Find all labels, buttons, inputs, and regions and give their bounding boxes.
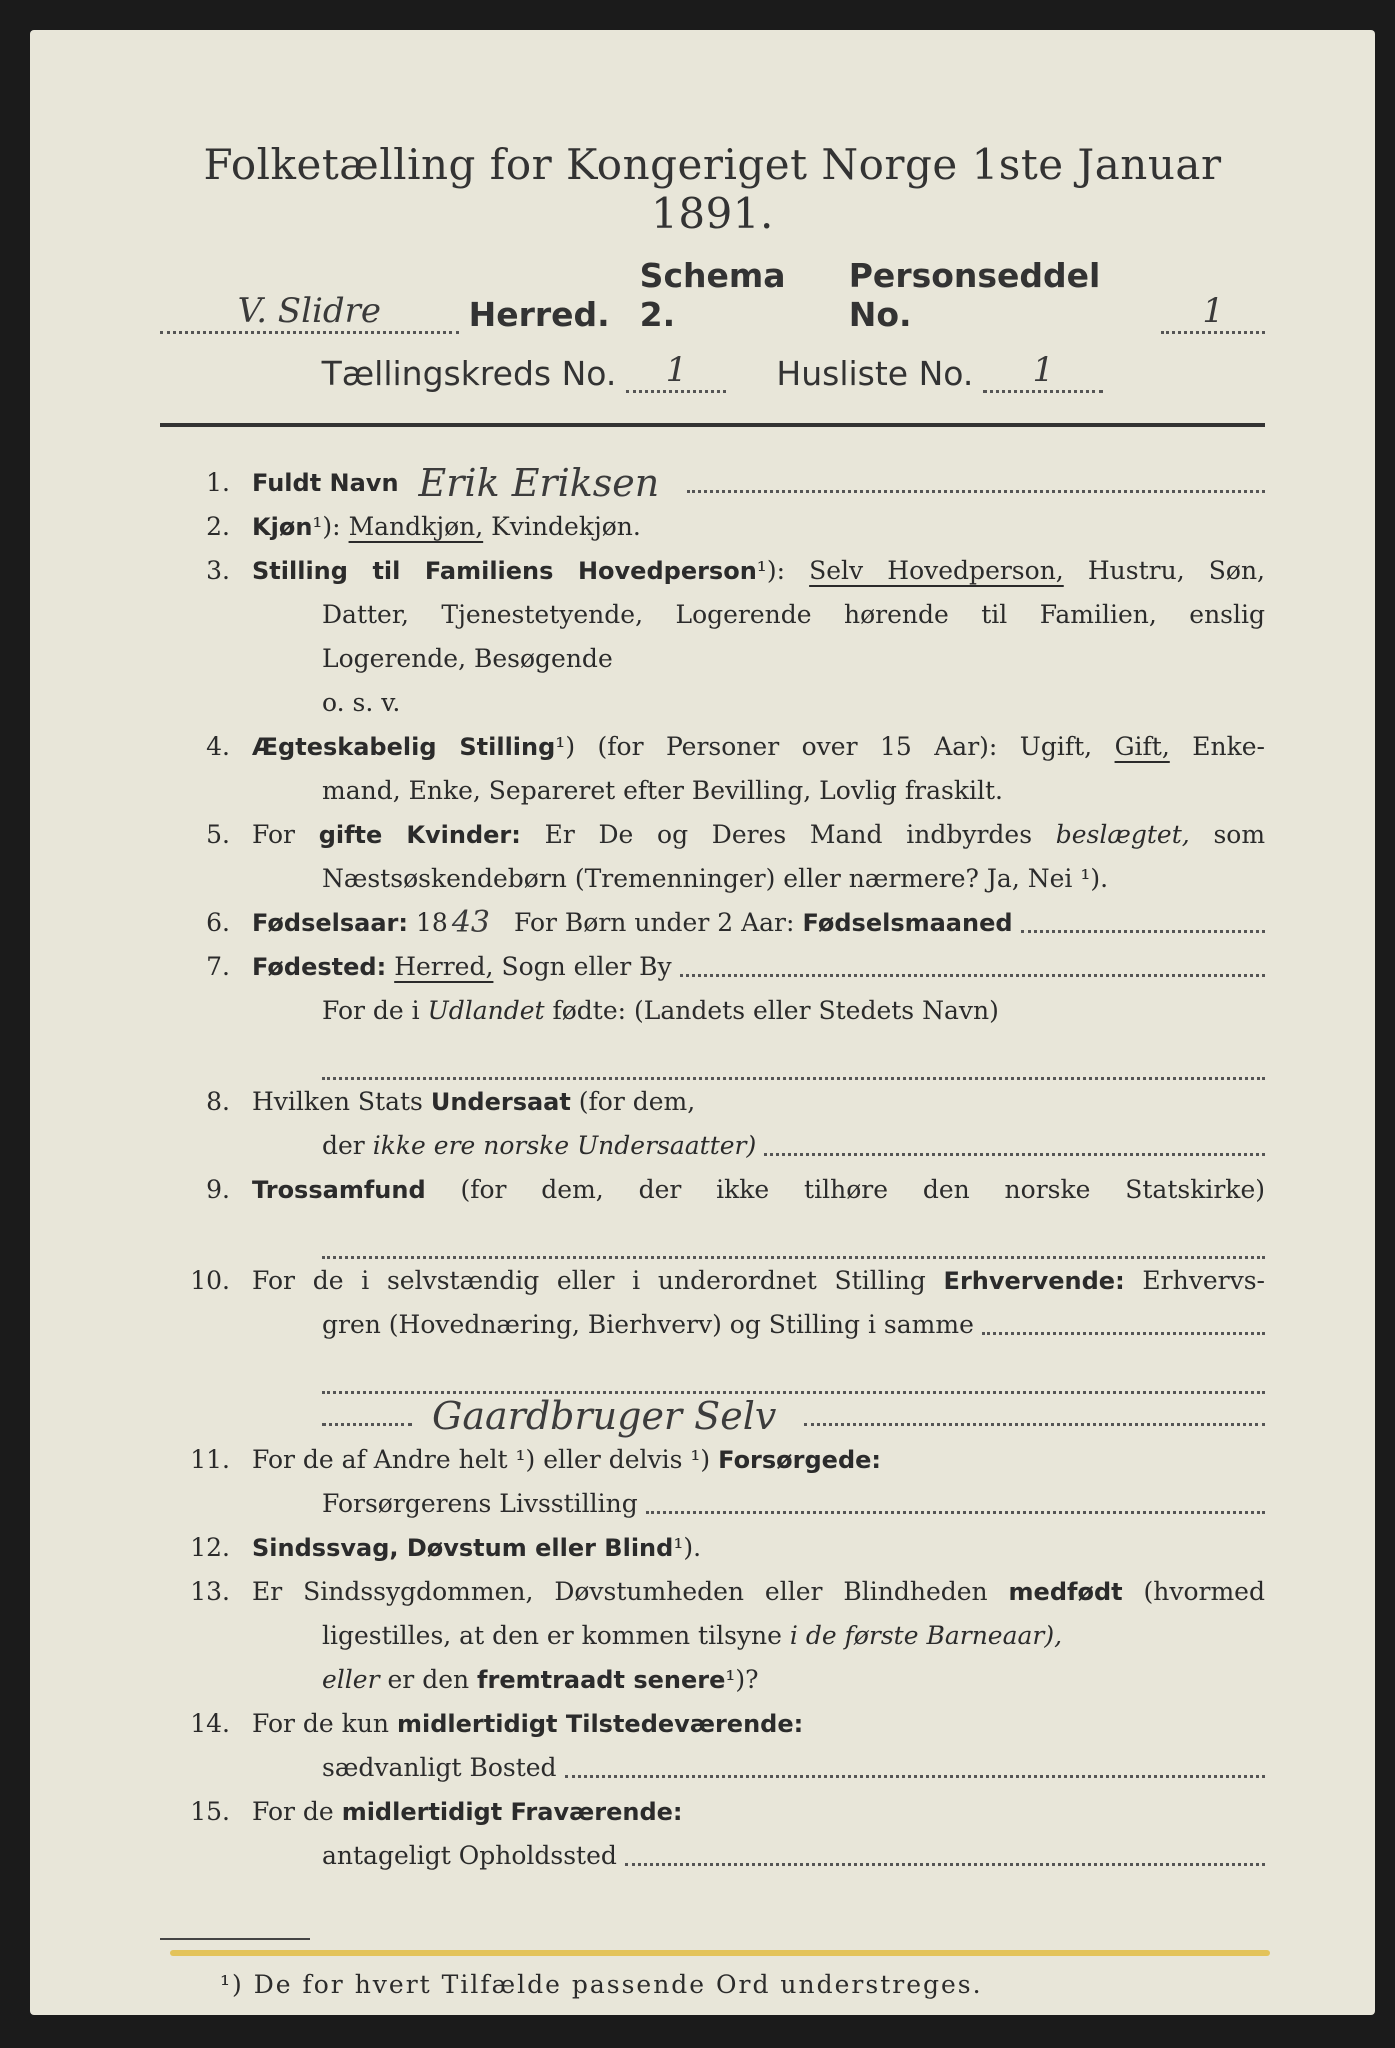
occupation-value: Gaardbruger Selv <box>432 1394 777 1438</box>
married-women-label: gifte Kvinder: <box>318 821 521 849</box>
occupation-pre: For de i selvstændig eller i underordnet Stilling <box>252 1266 926 1295</box>
fill-dots <box>764 1153 1265 1156</box>
congenital-italic: i de første Barneaar), <box>789 1621 1063 1650</box>
schema-label: Schema 2. <box>639 256 786 334</box>
occupation-text-2: gren (Hovednæring, Bierhverv) og Stilling i samme <box>322 1310 974 1339</box>
fill-dots <box>680 974 1265 977</box>
item-12 <box>160 1526 1265 1570</box>
marital-status-label: Ægteskabelig Stilling <box>252 733 556 761</box>
religion-fill <box>322 1212 1265 1259</box>
marital-status-text: ¹) (for Personer over 15 Aar): Ugift, <box>555 732 1093 761</box>
marital-status-options-2: mand, Enke, Separeret efter Bevilling, Lovlig fraskilt. <box>322 776 1003 805</box>
sex-label: Kjøn <box>252 513 313 541</box>
item-1 <box>160 461 1265 505</box>
occupation-label: Erhvervende: <box>943 1267 1125 1295</box>
husliste-value: 1 <box>983 350 1103 393</box>
full-name-value: Erik Eriksen <box>418 461 660 505</box>
temporary-present-pre: For de kun <box>252 1709 390 1738</box>
personseddel-label: Personseddel No. <box>848 256 1101 334</box>
congenital-italic-2: eller <box>322 1665 380 1694</box>
married-women-text: Er De og Deres Mand indbyrdes <box>544 820 1033 849</box>
sex-option-male: Mandkjøn, <box>348 512 484 541</box>
citizenship-label: Undersaat <box>430 1088 571 1116</box>
item-number: 14. <box>190 1709 230 1738</box>
item-number: 13. <box>190 1577 230 1606</box>
header-divider <box>160 423 1265 427</box>
probable-residence-text: antageligt Opholdssted <box>322 1841 617 1870</box>
birth-year-prefix: 18 <box>416 908 448 937</box>
dependent-label: Forsørgede: <box>718 1446 882 1474</box>
item-7 <box>160 945 1265 1080</box>
abroad-fill <box>322 1033 1265 1080</box>
item-number: 10. <box>190 1266 230 1295</box>
family-position-label: Stilling til Familiens Hovedperson <box>252 557 757 585</box>
full-name-label: Fuldt Navn <box>252 469 399 497</box>
item-15 <box>160 1790 1265 1878</box>
fill-dots <box>322 1423 412 1426</box>
birthplace-label: Fødested: <box>252 953 387 981</box>
religion-text: (for dem, der ikke tilhøre den norske Statskirke) <box>460 1175 1265 1204</box>
citizenship-text-2a: der <box>322 1131 365 1160</box>
item-9 <box>160 1168 1265 1259</box>
fill-dots <box>1021 930 1265 933</box>
birth-month-label: Fødselsmaaned <box>802 909 1013 937</box>
item-8 <box>160 1080 1265 1168</box>
family-position-options-2: Datter, Tjenestetyende, Logerende hørende til Familien, enslig <box>322 600 1265 629</box>
personseddel-value: 1 <box>1161 291 1265 334</box>
herred-value: V. Slidre <box>160 291 459 334</box>
item-4 <box>160 725 1265 813</box>
congenital-text-3a: er den <box>387 1665 470 1694</box>
item-3 <box>160 549 1265 725</box>
congenital-text: (hvormed <box>1143 1577 1265 1606</box>
item-14 <box>160 1702 1265 1790</box>
marital-status-selected: Gift, <box>1114 732 1170 761</box>
temporary-absent-label: midlertidigt Fraværende: <box>341 1798 683 1826</box>
family-position-options-3: Logerende, Besøgende <box>322 644 613 673</box>
item-11 <box>160 1438 1265 1526</box>
citizenship-text: (for dem, <box>578 1087 696 1116</box>
footnote-ref: ¹): <box>312 512 341 541</box>
fill-dots <box>625 1863 1265 1866</box>
item-6 <box>160 901 1265 945</box>
footnote-ref: ¹). <box>673 1533 702 1562</box>
married-women-text-2: Næstsøskendebørn (Tremenninger) eller nærmere? Ja, Nei ¹). <box>322 864 1109 893</box>
birthplace-options: Sogn eller By <box>501 952 672 981</box>
footnote-divider <box>160 1938 310 1940</box>
sex-option-female: Kvindekjøn. <box>491 512 641 541</box>
occupation-fill <box>322 1347 1265 1394</box>
fill-dots <box>687 490 1265 493</box>
header-line-1 <box>160 256 1265 334</box>
item-number: 11. <box>190 1445 230 1474</box>
congenital-text-2a: ligestilles, at den er kommen tilsyne <box>322 1621 782 1650</box>
congenital-pre: Er Sindssygdommen, Døvstumheden eller Blindheden <box>252 1577 988 1606</box>
married-women-end: som <box>1213 820 1266 849</box>
husliste-label: Husliste No. <box>776 354 974 393</box>
kreds-value: 1 <box>626 350 726 393</box>
form-title: Folketælling for Kongeriget Norge 1ste Januar 1891. <box>203 140 1222 238</box>
birth-year-value: 43 <box>451 905 490 940</box>
family-position-selected: Selv Hovedperson, <box>809 556 1064 585</box>
family-position-options: Hustru, Søn, <box>1087 556 1265 585</box>
item-number: 4. <box>206 732 230 761</box>
footnote-ref: ¹): <box>756 556 785 585</box>
item-5 <box>160 813 1265 901</box>
bottom-stripe <box>170 1950 1270 1956</box>
usual-residence-text: sædvanligt Bosted <box>322 1753 557 1782</box>
item-number: 9. <box>206 1175 230 1204</box>
provider-text: Forsørgerens Livsstilling <box>322 1489 638 1518</box>
birth-year-label: Fødselsaar: <box>252 909 408 937</box>
item-number: 15. <box>190 1797 230 1826</box>
fill-dots <box>646 1511 1265 1514</box>
married-women-pre: For <box>252 820 295 849</box>
citizenship-italic: ikke ere norske Undersaatter) <box>372 1131 757 1160</box>
birth-month-text: For Børn under 2 Aar: <box>514 908 795 937</box>
temporary-absent-pre: For de <box>252 1797 334 1826</box>
abroad-text-a: For de i <box>322 996 420 1025</box>
congenital-label: medfødt <box>1008 1578 1123 1606</box>
item-number: 12. <box>190 1533 230 1562</box>
abroad-italic: Udlandet <box>427 996 545 1025</box>
form-content <box>160 140 1265 1999</box>
item-number: 8. <box>206 1087 230 1116</box>
married-women-italic: beslægtet, <box>1055 820 1190 849</box>
item-number: 2. <box>206 512 230 541</box>
item-number: 1. <box>206 468 230 497</box>
item-number: 5. <box>206 820 230 849</box>
footnote: ¹) De for hvert Tilfælde passende Ord understreges. <box>220 1970 983 1999</box>
footnote-ref: ¹)? <box>725 1665 759 1694</box>
citizenship-pre: Hvilken Stats <box>252 1087 423 1116</box>
header-line-2 <box>160 350 1265 393</box>
item-2 <box>160 505 1265 549</box>
occupation-text: Erhvervs- <box>1142 1266 1265 1295</box>
abroad-text-b: fødte: (Landets eller Stedets Navn) <box>552 996 999 1025</box>
disability-label: Sindssvag, Døvstum eller Blind <box>252 1534 674 1562</box>
temporary-present-label: midlertidigt Tilstedeværende: <box>396 1710 804 1738</box>
dependent-pre: For de af Andre helt ¹) eller delvis ¹) <box>252 1445 711 1474</box>
herred-label: Herred. <box>468 295 610 334</box>
birthplace-selected: Herred, <box>394 952 494 981</box>
fill-dots <box>804 1423 1265 1426</box>
fill-dots <box>982 1332 1265 1335</box>
item-10 <box>160 1259 1265 1438</box>
item-number: 7. <box>206 952 230 981</box>
family-position-options-4: o. s. v. <box>322 688 401 717</box>
kreds-label: Tællingskreds No. <box>321 354 617 393</box>
item-13 <box>160 1570 1265 1702</box>
item-number: 3. <box>206 556 230 585</box>
congenital-bold: fremtraadt senere <box>477 1666 726 1694</box>
religion-label: Trossamfund <box>252 1176 426 1204</box>
item-number: 6. <box>206 908 230 937</box>
marital-status-options: Enke- <box>1192 732 1265 761</box>
fill-dots <box>565 1775 1265 1778</box>
census-form <box>30 30 1375 2015</box>
